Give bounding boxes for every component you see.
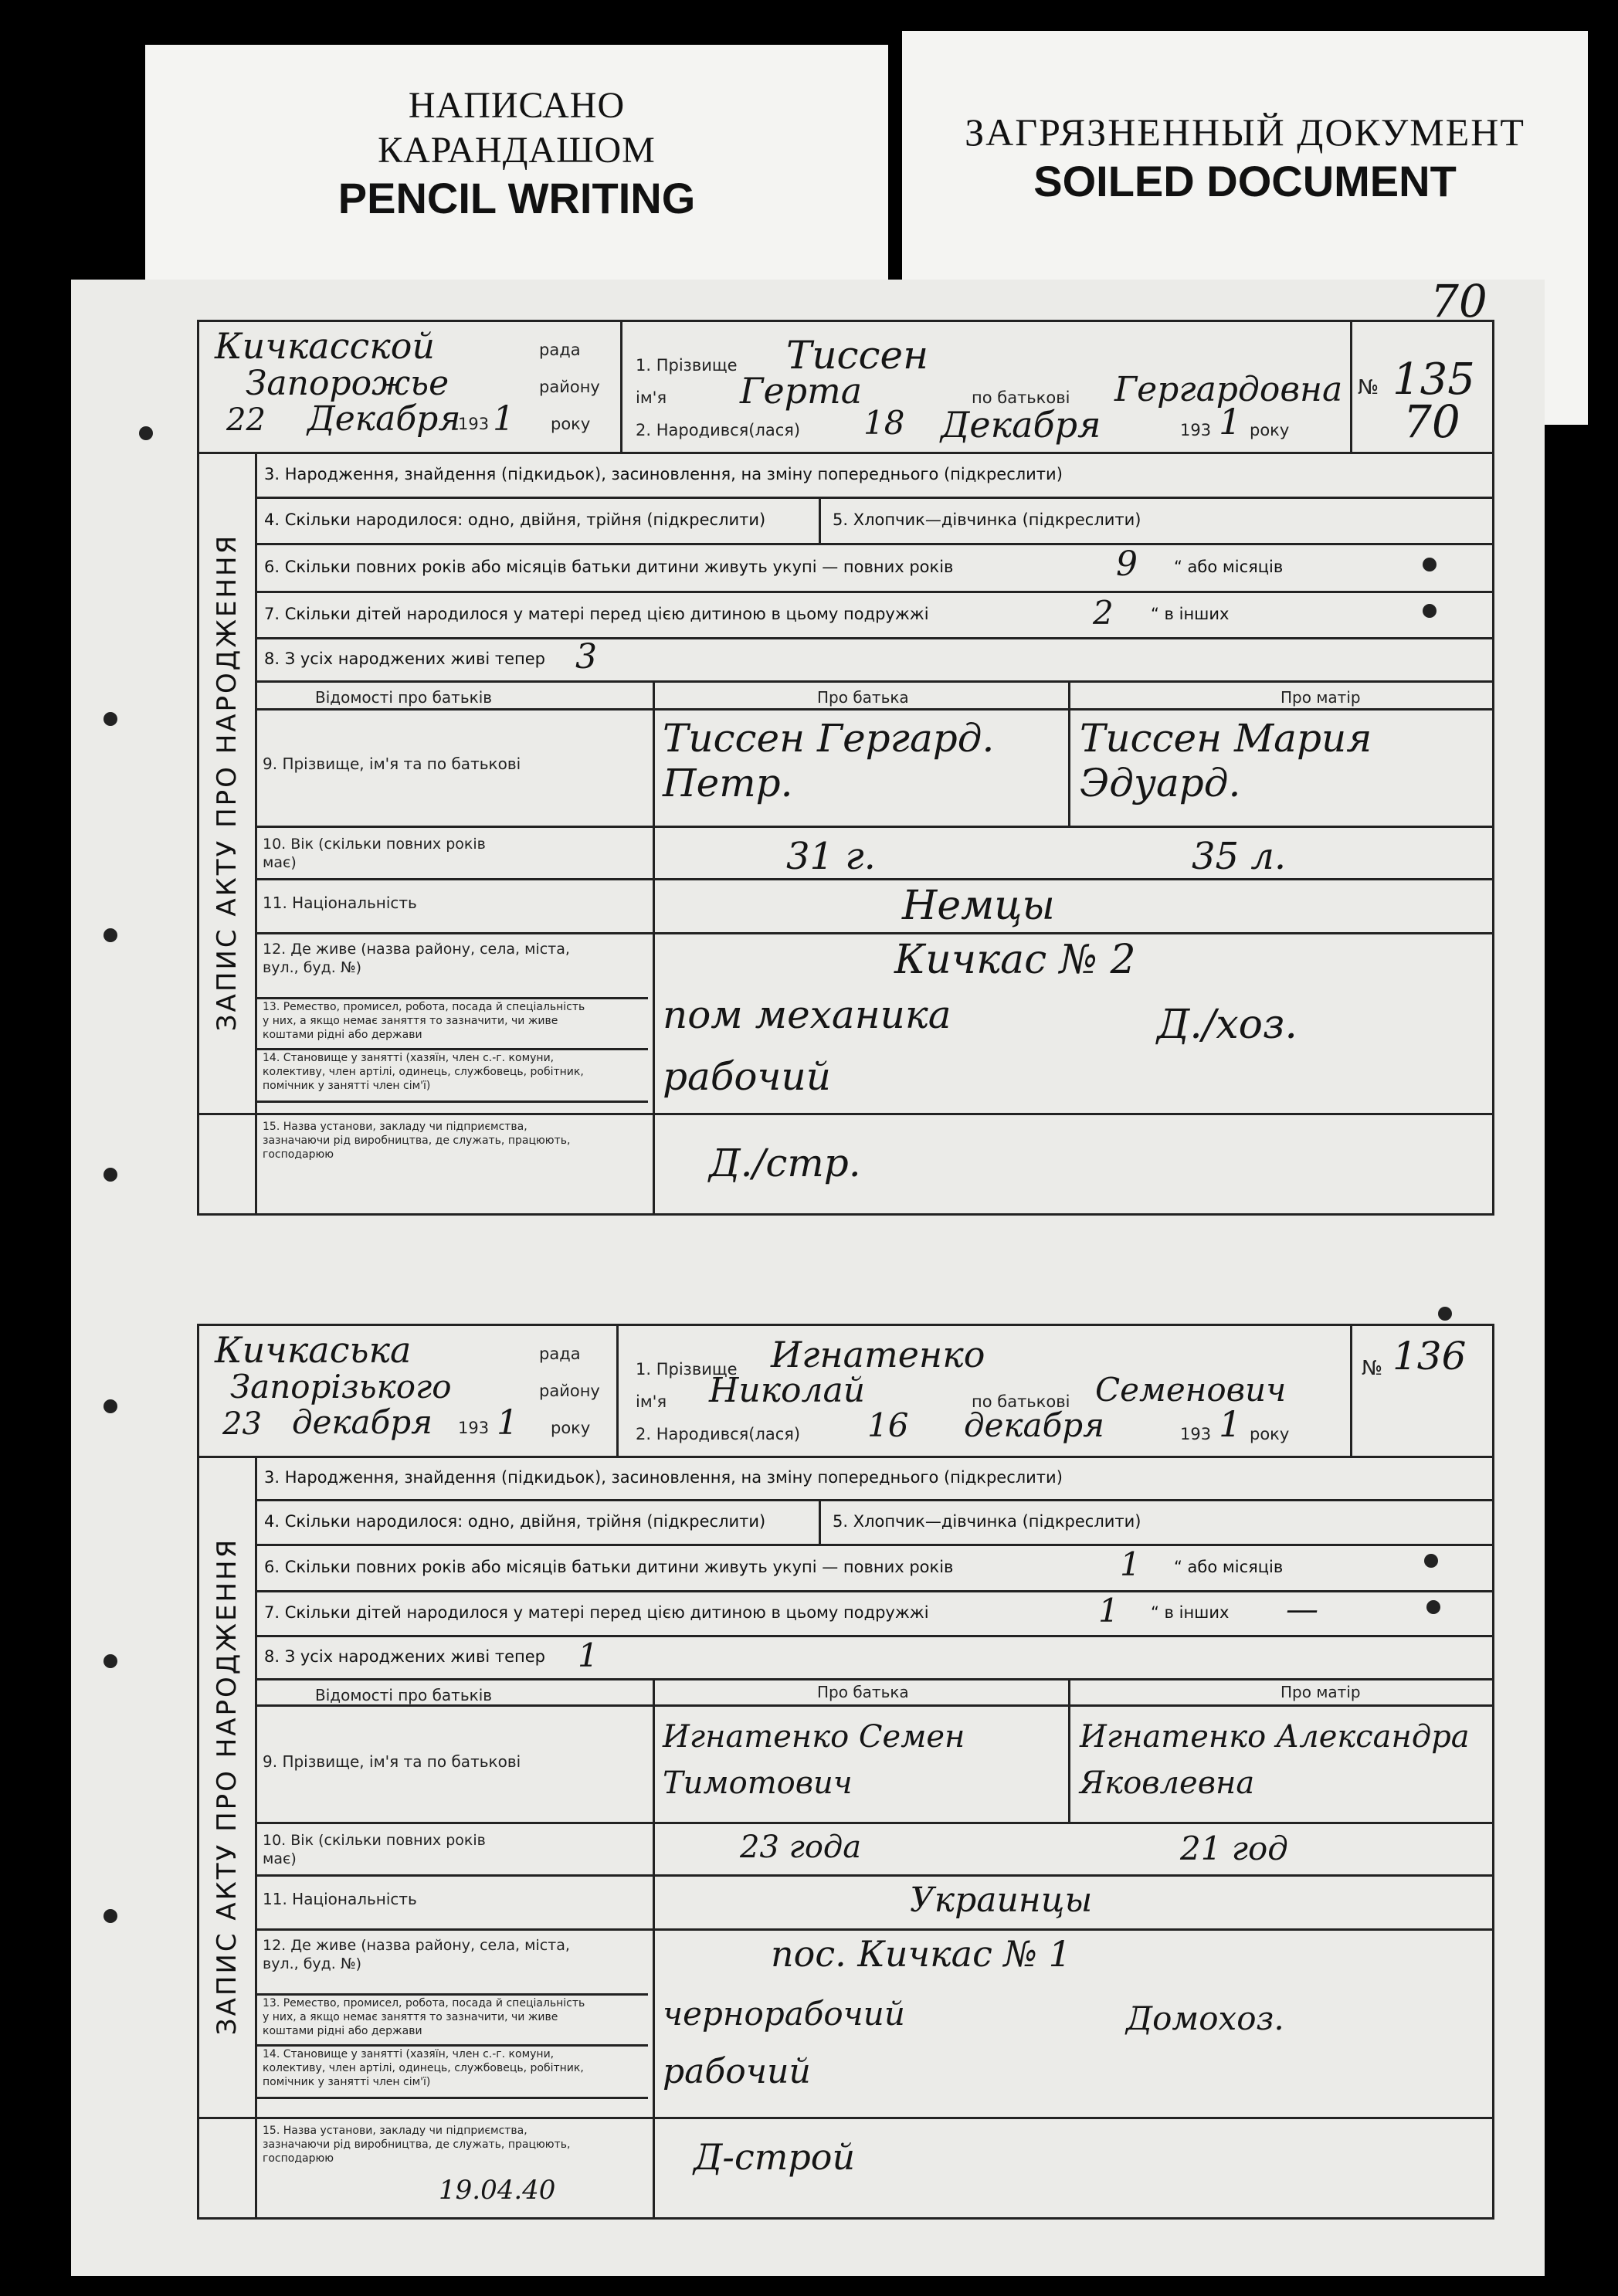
alive-count: 1 <box>578 1636 599 1674</box>
row-7-other-label: “ в інших <box>1151 605 1230 623</box>
father-position: рабочий <box>663 1054 831 1099</box>
row-6-months-label: “ або місяців <box>1174 558 1284 576</box>
row-4-5 <box>255 1499 1492 1546</box>
surname-value: Тиссен <box>786 333 929 378</box>
alive-count: 3 <box>575 637 597 677</box>
record-number: 135 <box>1392 354 1475 405</box>
row-7-label: 7. Скільки дітей народилося у матері перед цією дитиною в цьому подружжі <box>264 1603 929 1622</box>
punch-hole <box>103 1909 117 1923</box>
nationality: Немцы <box>902 883 1055 929</box>
row-4-label: 4. Скільки народилося: одно, двійня, трійня (підкреслити) <box>264 510 766 529</box>
year-prefix: 193 <box>458 1419 490 1437</box>
row-7-other-label: “ в інших <box>1151 1603 1230 1622</box>
row-15-label: 15. Назва установи, закладу чи підприємства, зазначаючи рід виробництва, де служать, працюють, господарюю <box>263 2125 571 2165</box>
row-6 <box>255 1544 1492 1592</box>
pencil-label-line1: НАПИСАНО <box>408 85 626 126</box>
col-header-mother: Про матір <box>1280 688 1361 707</box>
born-year: 1 <box>1219 1403 1242 1445</box>
punch-hole <box>103 712 117 726</box>
row-8 <box>255 1635 1492 1680</box>
punch-hole <box>103 1399 117 1413</box>
row-10-label: 10. Вік (скільки повних років має) <box>263 836 486 871</box>
soiled-label-line1: ЗАГРЯЗНЕННЫЙ ДОКУМЕНТ <box>965 110 1525 154</box>
mother-age: 21 год <box>1180 1830 1288 1867</box>
born-label: 2. Народився(лася) <box>636 421 801 439</box>
rayon-value: Запорожье <box>246 364 449 403</box>
address: Кичкас № 2 <box>894 937 1136 983</box>
row-6-label: 6. Скільки повних років або місяців батьки дитини живуть укупі — повних років <box>264 1558 954 1576</box>
roku-label: року <box>551 1419 591 1437</box>
row-7 <box>255 1590 1492 1637</box>
children-before: 2 <box>1093 594 1114 632</box>
punch-hole <box>1438 1307 1452 1321</box>
col-header-father: Про батька <box>817 688 909 707</box>
row-5-label: 5. Хлопчик—дівчинка (підкреслити) <box>833 510 1141 529</box>
father-name: Игнатенко Семен Тимотович <box>663 1719 965 1801</box>
rada-label: рада <box>539 341 581 359</box>
mother-name: Тиссен Мария Эдуард. <box>1080 716 1372 805</box>
reg-month: Декабря <box>307 399 461 439</box>
row-14-label: 14. Становище у занятті (хазяїн, член с.-г. комуни, колективу, член артілі, одинець, службовець, робітник, помічник у занятті член сім'ї) <box>263 2048 584 2088</box>
father-occupation: чернорабочий <box>663 1995 905 2033</box>
born-month: Декабря <box>941 404 1101 446</box>
row-11-label: 11. Національність <box>263 894 417 912</box>
punch-hole <box>103 1654 117 1668</box>
record-header <box>199 322 1492 454</box>
row-9-label: 9. Прізвище, ім'я та по батькові <box>263 755 521 773</box>
row-8-label: 8. З усіх народжених живі тепер <box>264 649 545 668</box>
number-sign: № <box>1358 376 1379 399</box>
born-year-prefix: 193 <box>1180 1425 1212 1443</box>
birth-record-136 <box>197 1324 1494 2119</box>
row-7-label: 7. Скільки дітей народилося у матері перед цією дитиною в цьому подружжі <box>264 605 929 623</box>
birth-record-135-row15 <box>197 1115 1494 1216</box>
side-title-text: ЗАПИС АКТУ ПРО НАРОДЖЕННЯ <box>212 533 243 1032</box>
father-workplace: Д./стр. <box>709 1141 861 1185</box>
reg-year: 1 <box>493 399 514 439</box>
row-4-label: 4. Скільки народилося: одно, двійня, трійня (підкреслити) <box>264 1512 766 1531</box>
name-label: ім'я <box>636 388 667 407</box>
patronymic-label: по батькові <box>972 388 1070 407</box>
rayon-label: району <box>539 378 600 396</box>
name-label: ім'я <box>636 1392 667 1411</box>
born-month: декабря <box>964 1406 1104 1444</box>
col-header-info: Відомості про батьків <box>315 688 493 707</box>
father-position: рабочий <box>663 2052 811 2091</box>
row-3 <box>255 452 1492 499</box>
father-name: Тиссен Гергард. Петр. <box>663 716 995 805</box>
rada-label: рада <box>539 1345 581 1363</box>
record-number: 136 <box>1392 1334 1467 1379</box>
number-sign: № <box>1362 1357 1383 1380</box>
father-occupation: пом механика <box>663 992 951 1037</box>
year-prefix: 193 <box>458 415 490 433</box>
row-6-months-label: “ або місяців <box>1174 1558 1284 1576</box>
children-other: — <box>1286 1590 1318 1628</box>
col-header-father: Про батька <box>817 1683 909 1701</box>
row-5-label: 5. Хлопчик—дівчинка (підкреслити) <box>833 1512 1141 1531</box>
punch-hole <box>139 426 153 440</box>
reg-year: 1 <box>497 1403 518 1443</box>
corner-mark-mid: 70 <box>1403 395 1460 448</box>
record-header <box>199 1326 1492 1458</box>
mother-name: Игнатенко Александра Яковлевна <box>1080 1719 1470 1801</box>
years-together: 1 <box>1120 1545 1141 1583</box>
rayon-value: Запорізького <box>230 1368 452 1406</box>
row-4-5 <box>255 497 1492 545</box>
row-12-label: 12. Де живе (назва району, села, міста, вул., буд. №) <box>263 1937 570 1972</box>
row-3-label: 3. Народження, знайдення (підкидьок), засиновлення, на зміну попереднього (підкреслити) <box>264 1468 1063 1487</box>
roku-label: року <box>551 415 591 433</box>
father-age: 31 г. <box>786 835 876 878</box>
side-title <box>199 1456 257 2117</box>
row-10-label: 10. Вік (скільки повних років має) <box>263 1832 486 1867</box>
nationality: Украинцы <box>910 1881 1093 1920</box>
mother-occupation: Домохоз. <box>1126 1999 1284 2037</box>
side-title-text: ЗАПИС АКТУ ПРО НАРОДЖЕННЯ <box>212 1537 243 2036</box>
mother-occupation: Д./хоз. <box>1157 1002 1297 1048</box>
born-year: 1 <box>1219 401 1242 443</box>
patronymic-label: по батькові <box>972 1392 1070 1411</box>
reg-month: декабря <box>292 1403 432 1441</box>
born-roku-label: року <box>1250 1425 1290 1443</box>
reg-day: 22 <box>226 402 266 438</box>
pencil-label-line3: PENCIL WRITING <box>338 174 696 222</box>
row-3 <box>255 1456 1492 1501</box>
side-title <box>199 452 257 1113</box>
patronymic-value: Гергардовна <box>1114 370 1343 409</box>
reg-day: 23 <box>222 1406 262 1442</box>
col-header-mother: Про матір <box>1280 1683 1361 1701</box>
register-page <box>71 275 1545 2276</box>
born-year-prefix: 193 <box>1180 421 1212 439</box>
punch-hole <box>103 1168 117 1182</box>
father-age: 23 года <box>740 1830 862 1865</box>
col-header-info: Відомості про батьків <box>315 1686 493 1704</box>
row-8 <box>255 637 1492 683</box>
birth-record-136-row15 <box>197 2119 1494 2220</box>
row-12-label: 12. Де живе (назва району, села, міста, вул., буд. №) <box>263 941 570 976</box>
surname-label: 1. Прізвище <box>636 356 738 375</box>
rayon-label: району <box>539 1382 600 1400</box>
father-workplace: Д-строй <box>694 2136 856 2178</box>
soiled-label-line2: SOILED DOCUMENT <box>1033 157 1457 205</box>
name-value: Герта <box>740 370 863 412</box>
row-13-label: 13. Ремество, промисел, робота, посада й спеціальність у них, а якщо немає заняття то зазначити, чи живе коштами рідні або держави <box>263 1001 585 1041</box>
row-6-label: 6. Скільки повних років або місяців батьки дитини живуть укупі — повних років <box>264 558 954 576</box>
mother-age: 35 л. <box>1192 835 1287 878</box>
punch-hole <box>103 928 117 942</box>
stamp-date: 19.04.40 <box>439 2175 556 2206</box>
row-15-label: 15. Назва установи, закладу чи підприємства, зазначаючи рід виробництва, де служать, працюють, господарюю <box>263 1121 571 1161</box>
born-day: 16 <box>867 1406 909 1444</box>
row-7 <box>255 591 1492 639</box>
surname-value: Игнатенко <box>771 1334 985 1375</box>
rada-value: Кичкаська <box>215 1329 412 1371</box>
row-8-label: 8. З усіх народжених живі тепер <box>264 1647 545 1666</box>
row-6 <box>255 543 1492 593</box>
children-before: 1 <box>1098 1592 1119 1630</box>
row-13-label: 13. Ремество, промисел, робота, посада й спеціальність у них, а якщо немає заняття то зазначити, чи живе коштами рідні або держави <box>263 1997 585 2037</box>
row-9-label: 9. Прізвище, ім'я та по батькові <box>263 1752 521 1771</box>
born-label: 2. Народився(лася) <box>636 1425 801 1443</box>
born-roku-label: року <box>1250 421 1290 439</box>
row-11-label: 11. Національність <box>263 1890 417 1908</box>
years-together: 9 <box>1116 544 1138 584</box>
name-value: Николай <box>709 1371 866 1410</box>
address: пос. Кичкас № 1 <box>771 1933 1071 1975</box>
row-3-label: 3. Народження, знайдення (підкидьок), засиновлення, на зміну попереднього (підкреслити) <box>264 465 1063 483</box>
rada-value: Кичкасской <box>215 325 436 367</box>
born-day: 18 <box>863 404 905 442</box>
row-14-label: 14. Становище у занятті (хазяїн, член с.-г. комуни, колективу, член артілі, одинець, службовець, робітник, помічник у занятті член сім'ї) <box>263 1052 584 1092</box>
pencil-writing-label <box>145 45 888 280</box>
corner-mark-top: 70 <box>1430 275 1487 327</box>
patronymic-value: Семенович <box>1095 1371 1287 1409</box>
surname-label: 1. Прізвище <box>636 1360 738 1379</box>
pencil-label-line2: КАРАНДАШОМ <box>378 130 656 171</box>
